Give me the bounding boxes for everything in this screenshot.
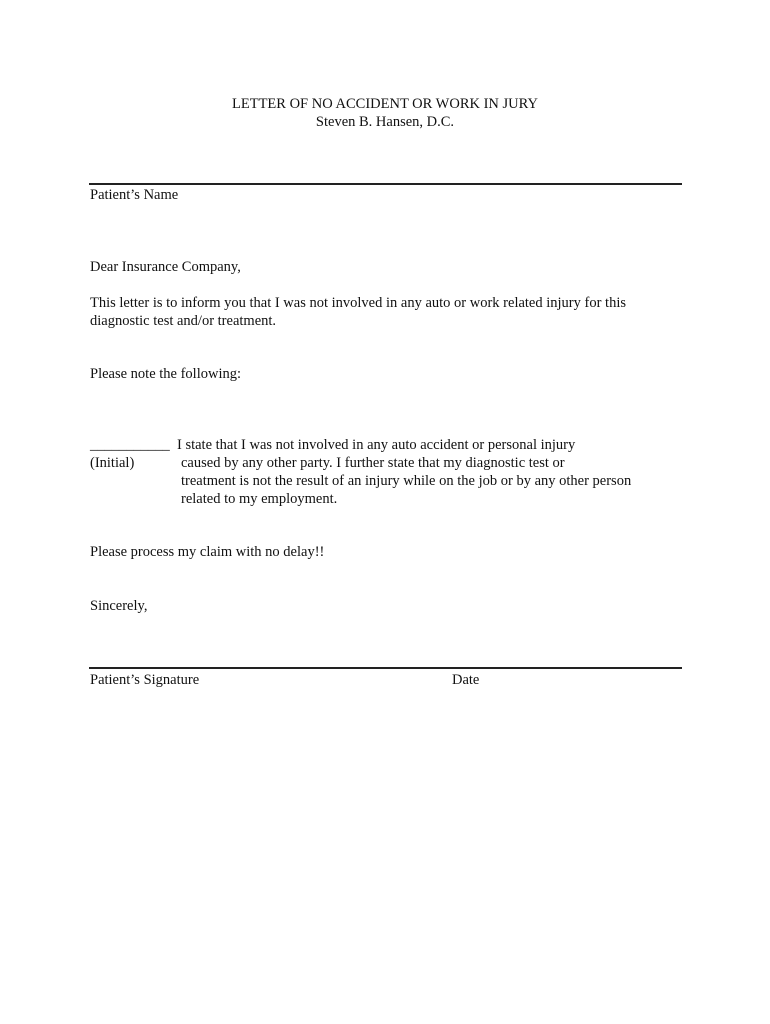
intro-line-1: This letter is to inform you that I was not involved in any auto or work related injury for this [90,295,626,311]
statement-line-4: related to my employment. [181,491,338,507]
closing-request: Please process my claim with no delay!! [90,544,325,560]
initial-blank: ___________ [90,437,170,453]
salutation: Dear Insurance Company, [90,259,241,275]
sign-off: Sincerely, [90,598,148,614]
statement-line-1: I state that I was not involved in any auto accident or personal injury [177,437,576,453]
statement-line-3: treatment is not the result of an injury while on the job or by any other person [181,473,632,489]
signature-line [89,667,682,669]
note-intro: Please note the following: [90,366,242,382]
initial-label: (Initial) [90,455,135,471]
patient-name-label: Patient’s Name [90,187,179,203]
statement-line-2: caused by any other party. I further state that my diagnostic test or [181,455,565,471]
date-label: Date [452,672,480,688]
patient-name-line [89,183,682,185]
letter-author: Steven B. Hansen, D.C. [315,114,455,130]
intro-line-2: diagnostic test and/or treatment. [90,313,277,329]
signature-label: Patient’s Signature [90,672,200,688]
letter-title: LETTER OF NO ACCIDENT OR WORK IN JURY [232,96,538,112]
